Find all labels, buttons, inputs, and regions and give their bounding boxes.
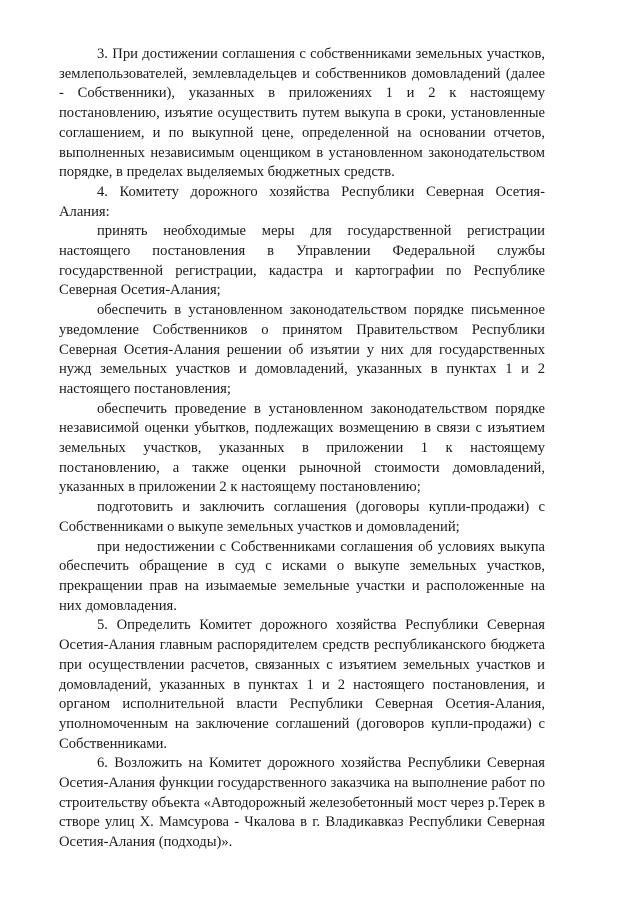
paragraph-4-court-task: при недостижении с Собственниками соглашения об условиях выкупа обеспечить обращение в суд с исками о выкупе земельных участков, прекращении прав на изымаемые земельные участки и расположенные на них домовладения. bbox=[59, 538, 545, 614]
paragraph-3-land-acquisition: 3. При достижении соглашения с собственниками земельных участков, землепользователей, землевладельцев и собственников домовладений (далее - Собственники), указанных в приложениях 1 и 2 к настоящему постановлению, изъятие осуществить путем выкупа в сроки, установленные соглашением, и по выкупной цене, определенной на основании отчетов, выполненных независимым оценщиком в установленном законодательством порядке, в пределах выделяемых бюджетных средств. bbox=[59, 46, 545, 181]
paragraph-6-state-customer: 6. Возложить на Комитет дорожного хозяйства Республики Северная Осетия-Алания функции государственного заказчика на выполнение работ по строительству объекта «Автодорожный железобетонный мост через р.Терек в створе улиц Х. Мамсурова - Чкалова в г. Владикавказ Республики Северная Осетия-Алания (подходы)». bbox=[59, 755, 545, 851]
paragraph-4-agreements-task: подготовить и заключить соглашения (договоры купли-продажи) с Собственниками о выкупе земельных участков и домовладений; bbox=[59, 499, 545, 535]
paragraph-4-valuation-task: обеспечить проведение в установленном законодательством порядке независимой оценки убытков, подлежащих возмещению в связи с изъятием земельных участков, указанных в приложении 1 к настоящему постановлению, а также оценки рыночной стоимости домовладений, указанных в приложении 2 к настоящему постановлению; bbox=[59, 400, 545, 496]
paragraph-5-budget-manager: 5. Определить Комитет дорожного хозяйства Республики Северная Осетия-Алания главным распорядителем средств республиканского бюджета при осуществлении расчетов, связанных с изъятием земельных участков и домовладений, указанных в пунктах 1 и 2 настоящего постановления, и органом исполнительной власти Республики Северная Осетия-Алания, уполномоченным на заключение соглашений (договоров купли-продажи) с Собственниками. bbox=[59, 617, 545, 752]
paragraph-4-notification-task: обеспечить в установленном законодательством порядке письменное уведомление Собственников о принятом Правительством Республики Северная Осетия-Алания решении об изъятии у них для государственных нужд земельных участков и домовладений, указанных в пунктах 1 и 2 настоящего постановления; bbox=[59, 302, 545, 397]
paragraph-4-committee-heading: 4. Комитету дорожного хозяйства Республики Северная Осетия-Алания: bbox=[59, 183, 545, 220]
document-page bbox=[59, 45, 545, 853]
paragraph-4-registration-task: принять необходимые меры для государственной регистрации настоящего постановления в Управлении Федеральной службы государственной регистрации, кадастра и картографии по Республике Северная Осетия-Алания; bbox=[59, 223, 545, 299]
